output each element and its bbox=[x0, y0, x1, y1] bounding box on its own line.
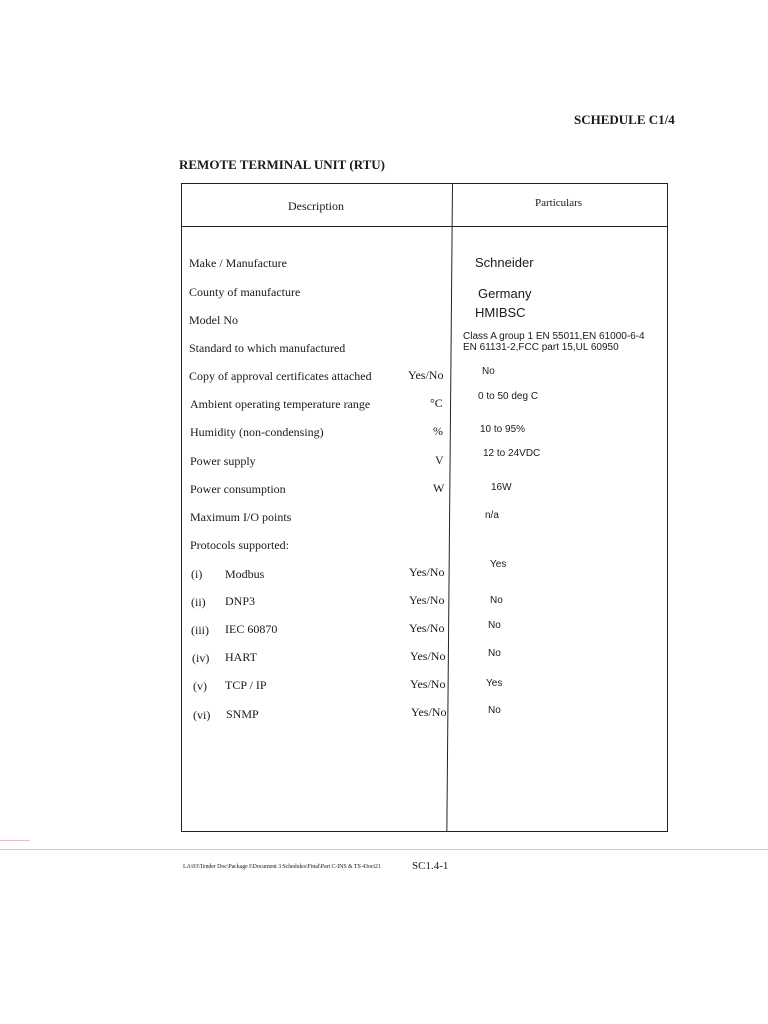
protocol-value: No bbox=[488, 705, 501, 716]
row-value: Germany bbox=[478, 286, 532, 301]
row-unit: °C bbox=[430, 396, 443, 410]
protocol-number: (iii) bbox=[191, 623, 209, 637]
footer-file-path: LA\03\Tender Doc\Package I\Document 3 Schedules\Final\Part C-INS & TS 43oct21 bbox=[183, 864, 381, 870]
protocol-number: (vi) bbox=[193, 708, 211, 722]
protocol-unit: Yes/No bbox=[411, 705, 447, 719]
row-label: Standard to which manufactured bbox=[189, 341, 346, 355]
protocol-name: HART bbox=[225, 650, 257, 664]
protocol-unit: Yes/No bbox=[410, 649, 446, 663]
row-unit: W bbox=[433, 481, 445, 495]
protocol-number: (v) bbox=[193, 679, 207, 693]
row-unit: Yes/No bbox=[408, 368, 444, 382]
protocol-unit: Yes/No bbox=[409, 593, 445, 607]
protocol-unit: Yes/No bbox=[410, 677, 446, 691]
protocol-name: IEC 60870 bbox=[225, 622, 278, 636]
header-particulars: Particulars bbox=[535, 197, 583, 209]
document-title: REMOTE TERMINAL UNIT (RTU) bbox=[179, 157, 386, 172]
protocol-value: No bbox=[488, 620, 501, 631]
row-label: Ambient operating temperature range bbox=[190, 397, 371, 411]
row-value: 12 to 24VDC bbox=[483, 448, 541, 459]
table-header-rule bbox=[181, 226, 668, 227]
table-border-bottom bbox=[181, 831, 668, 832]
row-value: HMIBSC bbox=[475, 305, 526, 320]
row-label: Make / Manufacture bbox=[189, 256, 287, 270]
row-label: Model No bbox=[189, 313, 238, 327]
row-label: Copy of approval certificates attached bbox=[189, 369, 372, 383]
protocol-value: No bbox=[490, 595, 503, 606]
footer-rule bbox=[0, 849, 768, 850]
protocol-name: DNP3 bbox=[225, 594, 256, 608]
protocol-name: SNMP bbox=[226, 707, 259, 721]
table-border-left bbox=[181, 183, 182, 832]
protocol-unit: Yes/No bbox=[409, 621, 445, 635]
row-value: Class A group 1 EN 55011,EN 61000-6-4 bbox=[463, 331, 645, 342]
schedule-number: SCHEDULE C1/4 bbox=[574, 112, 675, 127]
scan-edge-rule bbox=[0, 840, 30, 841]
row-value: n/a bbox=[485, 510, 499, 521]
protocol-unit: Yes/No bbox=[409, 565, 445, 579]
protocol-value: Yes bbox=[486, 678, 503, 689]
table-border-right bbox=[667, 183, 668, 832]
row-label: Power consumption bbox=[190, 482, 286, 496]
footer-page-number: SC1.4-1 bbox=[412, 860, 449, 872]
row-label: Humidity (non-condensing) bbox=[190, 425, 324, 439]
protocols-heading: Protocols supported: bbox=[190, 538, 289, 552]
row-value: Schneider bbox=[475, 255, 534, 270]
protocol-value: Yes bbox=[490, 559, 507, 570]
row-value: 16W bbox=[491, 482, 512, 493]
protocol-number: (iv) bbox=[192, 651, 210, 665]
protocol-number: (ii) bbox=[191, 595, 206, 609]
table-border-top bbox=[181, 183, 668, 184]
row-value: No bbox=[482, 366, 495, 377]
row-label: County of manufacture bbox=[189, 285, 301, 299]
row-value: 0 to 50 deg C bbox=[478, 391, 539, 402]
row-unit: V bbox=[435, 453, 444, 467]
row-label: Maximum I/O points bbox=[190, 510, 292, 524]
protocol-name: TCP / IP bbox=[225, 678, 267, 692]
protocol-value: No bbox=[488, 648, 501, 659]
protocol-name: Modbus bbox=[225, 567, 265, 581]
row-unit: % bbox=[433, 424, 443, 438]
row-value-continued: EN 61131-2,FCC part 15,UL 60950 bbox=[463, 342, 619, 353]
protocol-number: (i) bbox=[191, 567, 203, 581]
header-description: Description bbox=[288, 199, 344, 213]
row-value: 10 to 95% bbox=[480, 424, 526, 435]
table-column-divider bbox=[446, 183, 453, 832]
row-label: Power supply bbox=[190, 454, 256, 468]
